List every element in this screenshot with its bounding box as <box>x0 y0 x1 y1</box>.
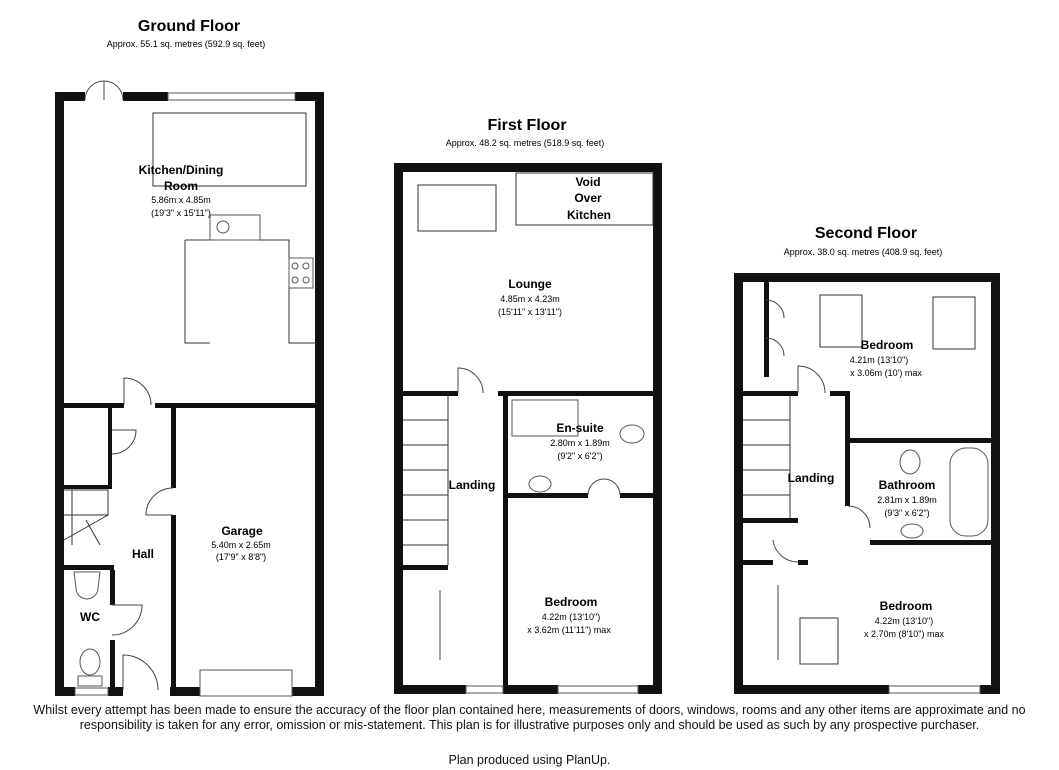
gf-wc-basin <box>74 572 100 599</box>
gf-kitchen-units <box>185 240 315 343</box>
ff-wall-ensuite-bottom-a <box>508 493 588 498</box>
second-floor-title: Second Floor <box>814 225 918 242</box>
sf-bed1-dim-1: 4.21m (13'10") <box>849 355 909 365</box>
gf-wall-wc-a <box>110 570 115 605</box>
gf-garage-dim-1: 5.40m x 2.65m <box>211 540 271 550</box>
ff-ensuite-door <box>588 479 620 495</box>
sf-wall-right <box>991 273 1000 694</box>
ff-wall-bottom-a <box>394 685 466 694</box>
sf-wall-bath-bottom <box>870 540 991 545</box>
sf-stairs <box>743 396 790 518</box>
sf-bathroom-dim-1: 2.81m x 1.89m <box>877 495 937 505</box>
sf-bed2-name: Bedroom <box>879 599 933 613</box>
second-floor-area: Approx. 38.0 sq. metres (408.9 sq. feet) <box>783 247 943 257</box>
gf-wall-hall-top-b <box>155 403 315 408</box>
sf-wall-bath-left-a <box>845 391 850 506</box>
ff-toilet <box>620 425 644 443</box>
ff-bedroom-dim-1: 4.22m (13'10") <box>541 612 601 622</box>
ground-floor-title: Ground Floor <box>137 18 241 35</box>
sf-wall-bottom-a <box>734 685 889 694</box>
first-floor-title: First Floor <box>487 117 567 134</box>
gf-wall-cupboard <box>108 408 112 488</box>
gf-kitchen-door <box>124 378 151 405</box>
sf-velux-1 <box>820 295 862 347</box>
sf-wall-landing-left <box>743 518 798 523</box>
sf-bed2-door <box>773 540 798 562</box>
gf-garage-dim-2: (17'9" x 8'8") <box>215 552 267 562</box>
gf-wall-wc-top <box>64 565 114 570</box>
gf-wc-toilet <box>80 649 100 675</box>
gf-wall-wc-b <box>110 640 115 687</box>
sf-wall-left <box>734 273 743 694</box>
gf-garage-door-opening <box>200 670 292 696</box>
ff-void-line2: Over <box>574 191 602 205</box>
ff-wall-landing-top-a <box>403 391 458 396</box>
ff-void-stair <box>418 185 496 231</box>
gf-wall-right <box>315 92 324 696</box>
ff-wall-bottom-b <box>503 685 558 694</box>
gf-wc-door <box>112 605 142 635</box>
disclaimer-text: Whilst every attempt has been made to ensure the accuracy of the floor plan contained here, measurements of doors, windows, rooms and any other items are approximate and no responsibility is taken for any error, omission or mis-statement. This plan is for illustrative purposes only and should be used as such by any prospective purchaser. <box>33 703 1026 732</box>
sf-bed2-dim-2: x 2.70m (8'10") max <box>864 629 944 639</box>
gf-kitchen-dim-1: 5.86m x 4.85m <box>151 195 211 205</box>
ff-lounge-dim-1: 4.85m x 4.23m <box>500 294 560 304</box>
gf-wall-left <box>55 92 64 696</box>
gf-wall-bottom-b <box>108 687 123 696</box>
ff-wall-top <box>394 163 662 172</box>
gf-wall-hall-top-a <box>64 403 124 408</box>
sf-bathroom-name: Bathroom <box>878 478 936 492</box>
sf-velux-2 <box>933 297 975 349</box>
ff-window-2 <box>558 686 638 693</box>
sf-wall-bed2-top-b <box>798 560 808 565</box>
sf-wall-bottom-b <box>980 685 1000 694</box>
sf-bath-toilet <box>900 450 920 474</box>
ff-bedroom-name: Bedroom <box>544 595 598 609</box>
ground-floor-area: Approx. 55.1 sq. metres (592.9 sq. feet) <box>106 39 266 49</box>
first-floor-plan <box>394 117 662 694</box>
gf-sink-bowl <box>217 221 229 233</box>
ff-window-1 <box>466 686 503 693</box>
gf-window-top <box>168 93 295 100</box>
sf-bed1-name: Bedroom <box>860 338 914 352</box>
sf-bed2-dim-1: 4.22m (13'10") <box>874 616 934 626</box>
gf-front-door <box>123 655 158 690</box>
sf-wall-bed2-top-a <box>743 560 773 565</box>
ff-lounge-dim-2: (15'11" x 13'11") <box>497 307 563 317</box>
gf-wall-bottom-d <box>292 687 324 696</box>
sf-bathroom-dim-2: (9'3" x 6'2") <box>884 508 930 518</box>
gf-wall-cupboard-bottom <box>64 485 112 489</box>
ground-floor-plan <box>55 18 324 696</box>
gf-wall-top-b <box>123 92 168 101</box>
sf-bath-door <box>848 506 870 528</box>
second-floor-plan <box>734 225 1000 694</box>
gf-wall-bottom-a <box>55 687 75 696</box>
gf-cupboard-door <box>112 430 136 454</box>
ff-wall-right <box>653 163 662 694</box>
ff-wall-landing-top-b <box>498 391 653 396</box>
sf-wall-wardrobe <box>764 282 769 377</box>
gf-wall-garage-b <box>171 515 176 687</box>
ff-wall-bottom-c <box>638 685 662 694</box>
ff-ensuite-name: En-suite <box>556 421 604 435</box>
sf-wall-top <box>734 273 1000 282</box>
gf-garage-name: Garage <box>221 524 263 538</box>
gf-wc-name: WC <box>80 610 100 624</box>
first-floor-area: Approx. 48.2 sq. metres (518.9 sq. feet) <box>445 138 605 148</box>
ff-ensuite-dim-1: 2.80m x 1.89m <box>550 438 610 448</box>
sf-wall-landing-top-a <box>743 391 798 396</box>
ff-wall-bedroom-left <box>403 565 448 570</box>
gf-kitchen-name-1: Kitchen/Dining <box>138 163 224 177</box>
gf-hob <box>289 258 313 288</box>
sf-bath-basin <box>901 524 923 538</box>
sf-bed1-dim-2: x 3.06m (10') max <box>850 368 922 378</box>
ff-wall-ensuite-bottom-b <box>620 493 653 498</box>
gf-wall-top-a <box>55 92 85 101</box>
gf-wall-garage-a <box>171 408 176 488</box>
sf-bath-tub <box>950 448 988 536</box>
planup-credit: Plan produced using PlanUp. <box>448 753 611 767</box>
ff-lounge-door <box>458 368 483 393</box>
gf-stairs <box>64 490 108 545</box>
gf-kitchen-name-2: Room <box>164 179 198 193</box>
sf-velux-3 <box>800 618 838 664</box>
gf-wall-top-c <box>295 92 324 101</box>
gf-kitchen-dim-2: (19'3" x 15'11") <box>151 208 211 218</box>
sf-bed1-door <box>798 366 825 393</box>
ff-lounge-name: Lounge <box>508 277 552 291</box>
sf-landing-name: Landing <box>787 471 835 485</box>
gf-hall-name: Hall <box>131 547 155 561</box>
gf-garage-door <box>146 488 173 515</box>
ff-landing-name: Landing <box>448 478 496 492</box>
ff-ensuite-dim-2: (9'2" x 6'2") <box>557 451 603 461</box>
gf-wc-window <box>75 688 108 695</box>
ff-bedroom-dim-2: x 3.62m (11'11") max <box>527 625 611 635</box>
sf-wall-bath-top <box>845 438 991 443</box>
sf-window-bottom <box>889 686 980 693</box>
ff-stairs <box>403 396 448 565</box>
ff-basin <box>529 476 551 492</box>
ff-void-line3: Kitchen <box>566 208 612 222</box>
gf-wall-bottom-c <box>170 687 200 696</box>
ff-void-line1: Void <box>575 175 601 189</box>
gf-french-doors <box>85 81 123 100</box>
ff-wall-left <box>394 163 403 694</box>
ff-wall-ensuite-left <box>503 396 508 686</box>
